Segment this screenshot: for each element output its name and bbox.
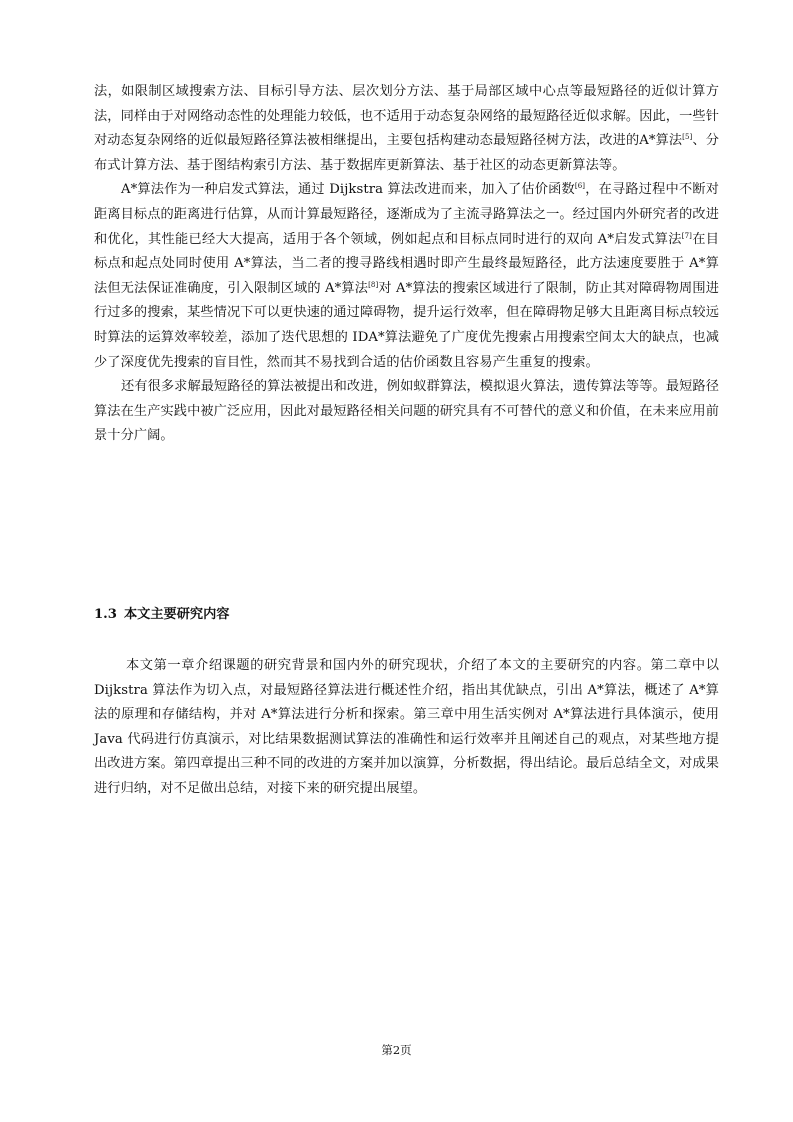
paragraph-other-algorithms	[94, 375, 719, 449]
body-text-upper	[94, 80, 719, 449]
text-run: A*算法作为一种启发式算法，通过 Dijkstra 算法改进而来，加入了估价函数	[121, 182, 575, 198]
citation-ref: [6]	[574, 182, 586, 191]
body-text-lower	[94, 654, 719, 802]
section-number: 1.3	[94, 607, 117, 622]
section-title: 本文主要研究内容	[123, 607, 230, 622]
page-number: 第2页	[381, 1043, 412, 1057]
paragraph-thesis-outline	[94, 654, 719, 802]
text-run: 法，如限制区域搜索方法、目标引导方法、层次划分方法、基于局部区域中心点等最短路径的近似计算方法，同样由于对网络动态性的处理能力较低，也不适用于动态复杂网络的最短路径近似求解。因此，一些针对动态复杂网络的近似最短路径算法被相继提出，主要包括构建动态最短路径树方法，改进的A*算法	[94, 84, 719, 149]
text-run: 对 A*算法的搜索区域进行了限制，防止其对障碍物周围进行过多的搜索，某些情况下可以更快速的通过障碍物，提升运行效率，但在障碍物足够大且距离目标点较远时算法的运算效率较差，添加了迭代思想的 IDA*算法避免了广度优先搜索占用搜索空间太大的缺点，也减少了深度优先搜索的盲目性，然而其不易找到合适的估价函数且容易产生重复的搜索。	[94, 280, 719, 370]
paragraph-astar-intro	[94, 178, 719, 375]
paragraph-continuation	[94, 80, 719, 178]
citation-ref: [7]	[681, 231, 693, 240]
text-run: 在目标点和起点处同时使用 A*算法，当二者的搜寻路线相遇时即产生最终最短路径，此方法速度要胜于 A*算法但无法保证准确度，引入限制区域的 A*算法	[94, 231, 720, 296]
text-run: 、分布式计算方法、基于图结构索引方法、基于数据库更新算法、基于社区的动态更新算法等。	[94, 133, 719, 173]
section-heading	[94, 606, 229, 624]
text-run: ，在寻路过程中不断对距离目标点的距离进行估算，从而计算最短路径，逐渐成为了主流寻路算法之一。经过国内外研究者的改进和优化，其性能已经大大提高，适用于各个领域，例如起点和目标点同时进行的双向 A*启发式算法	[94, 182, 720, 247]
text-run: 本文第一章介绍课题的研究背景和国内外的研究现状，介绍了本文的主要研究的内容。第二章中以 Dijkstra 算法作为切入点，对最短路径算法进行概述性介绍，指出其优缺点，引出 A*算法，概述了 A*算法的原理和存储结构，并对 A*算法进行分析和探索。第三章中用生活实例对 A*算法进行具体演示，使用 Java 代码进行仿真演示，对比结果数据测试算法的准确性和运行效率并且阐述自己的观点，对某些地方提出改进方案。第四章提出三种不同的改进的方案并加以演算，分析数据，得出结论。最后总结全文，对成果进行归纳，对不足做出总结，对接下来的研究提出展望。	[94, 658, 719, 796]
citation-ref: [5]	[682, 133, 693, 142]
text-run: 还有很多求解最短路径的算法被提出和改进，例如蚁群算法，模拟退火算法，遗传算法等等。最短路径算法在生产实践中被广泛应用，因此对最短路径相关问题的研究具有不可替代的意义和价值，在未来应用前景十分广阔。	[94, 379, 719, 444]
citation-ref: [8]	[368, 280, 379, 289]
